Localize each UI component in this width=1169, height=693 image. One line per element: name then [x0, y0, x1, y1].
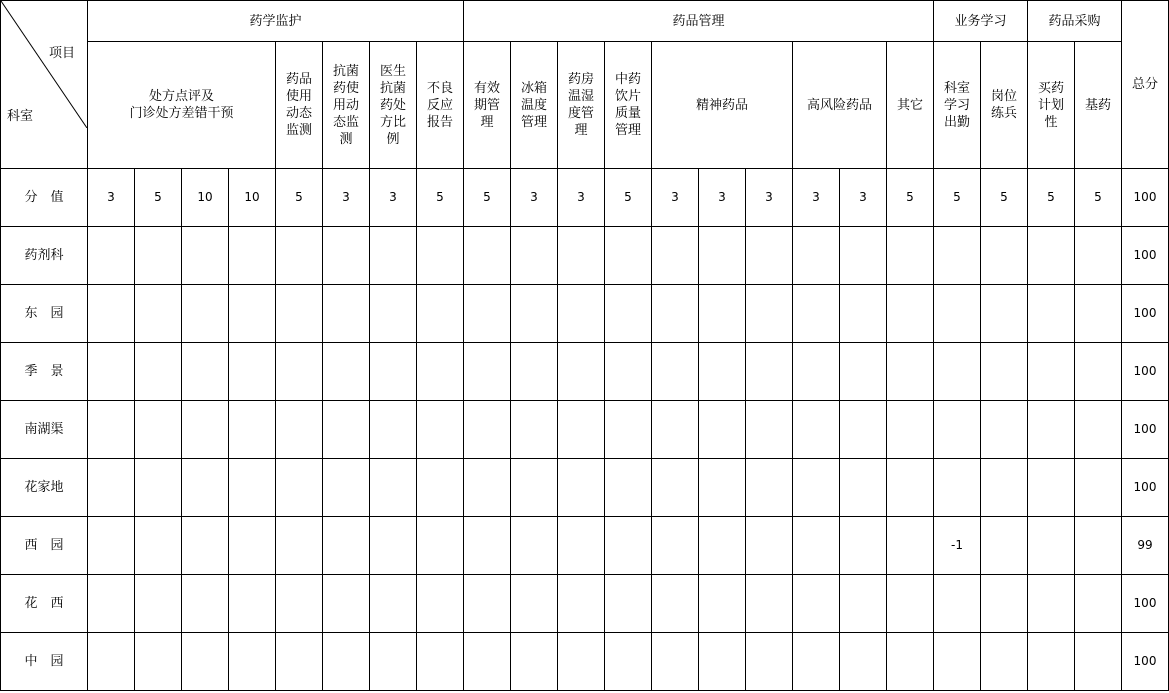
score-entry-cell: [1028, 227, 1075, 285]
score-total-cell: 100: [1122, 169, 1169, 227]
score-entry-cell: [276, 517, 323, 575]
score-entry-cell: [370, 285, 417, 343]
score-entry-cell: [840, 459, 887, 517]
score-entry-cell: [135, 401, 182, 459]
score-entry-cell: [840, 575, 887, 633]
subheader-antibiotic-monitoring: 抗菌 药使 用动 态监 测: [323, 42, 370, 169]
score-entry-cell: [887, 285, 934, 343]
score-entry-cell: [1075, 285, 1122, 343]
table-row: [1, 575, 1169, 633]
score-entry-cell: [652, 633, 699, 691]
score-entry-cell: [699, 459, 746, 517]
department-total-cell: 99: [1122, 517, 1169, 575]
score-entry-cell: [417, 517, 464, 575]
score-entry-cell: [887, 633, 934, 691]
score-entry-cell: [746, 575, 793, 633]
score-entry-cell: [464, 517, 511, 575]
score-entry-cell: [276, 401, 323, 459]
score-entry-cell: [840, 401, 887, 459]
score-entry-cell: [417, 227, 464, 285]
score-entry-cell: [1075, 575, 1122, 633]
score-entry-cell: [229, 633, 276, 691]
corner-label-department: 科室: [7, 109, 34, 124]
score-entry-cell: [229, 459, 276, 517]
score-entry-cell: [934, 575, 981, 633]
score-entry-cell: [1075, 633, 1122, 691]
group-header-monitoring: 药学监护: [88, 1, 464, 42]
score-entry-cell: [887, 343, 934, 401]
score-cell: 5: [934, 169, 981, 227]
score-cell: 3: [323, 169, 370, 227]
score-entry-cell: [182, 633, 229, 691]
department-total-cell: 100: [1122, 459, 1169, 517]
score-cell: 3: [793, 169, 840, 227]
subheader-prescription-review: 处方点评及 门诊处方差错干预: [88, 42, 276, 169]
group-header-procurement: 药品采购: [1028, 1, 1122, 42]
score-entry-cell: [652, 575, 699, 633]
score-entry-cell: [229, 285, 276, 343]
score-entry-cell: [793, 285, 840, 343]
score-entry-cell: [135, 575, 182, 633]
score-entry-cell: [887, 459, 934, 517]
score-cell: 5: [605, 169, 652, 227]
subheader-psychotropic-drugs: 精神药品: [652, 42, 793, 169]
subheader-adverse-reaction: 不良 反应 报告: [417, 42, 464, 169]
score-entry-cell: [229, 401, 276, 459]
table-row: [1, 227, 1169, 285]
score-entry-cell: [182, 401, 229, 459]
score-entry-cell: [88, 575, 135, 633]
score-entry-cell: [605, 401, 652, 459]
score-entry-cell: [605, 285, 652, 343]
score-entry-cell: [464, 401, 511, 459]
score-entry-cell: [652, 401, 699, 459]
score-entry-cell: [652, 459, 699, 517]
score-entry-cell: [511, 517, 558, 575]
score-entry-cell: [746, 285, 793, 343]
department-name-cell: 东 园: [1, 285, 88, 343]
score-entry-cell: [793, 343, 840, 401]
score-entry-cell: [934, 401, 981, 459]
subheader-tcm-pieces-quality: 中药 饮片 质量 管理: [605, 42, 652, 169]
score-entry-cell: [1075, 517, 1122, 575]
score-cell: 3: [558, 169, 605, 227]
score-entry-cell: [511, 343, 558, 401]
score-entry-cell: [1075, 459, 1122, 517]
table-row: [1, 343, 1169, 401]
score-cell: 5: [135, 169, 182, 227]
score-entry-cell: [182, 227, 229, 285]
score-entry-cell: [323, 459, 370, 517]
score-entry-cell: [323, 227, 370, 285]
score-entry-cell: [699, 575, 746, 633]
score-entry-cell: [323, 633, 370, 691]
score-cell: 5: [981, 169, 1028, 227]
score-entry-cell: [182, 285, 229, 343]
score-entry-cell: [558, 575, 605, 633]
score-entry-cell: [417, 459, 464, 517]
score-entry-cell: [88, 633, 135, 691]
score-entry-cell: [699, 227, 746, 285]
score-entry-cell: [699, 517, 746, 575]
department-name-cell: 中 园: [1, 633, 88, 691]
table-row: [1, 459, 1169, 517]
score-entry-cell: [746, 227, 793, 285]
score-entry-cell: [558, 517, 605, 575]
score-entry-cell: [370, 227, 417, 285]
score-entry-cell: [370, 343, 417, 401]
score-entry-cell: [793, 517, 840, 575]
table-body: [1, 169, 1169, 691]
score-cell: 3: [511, 169, 558, 227]
score-entry-cell: [887, 227, 934, 285]
score-entry-cell: [229, 575, 276, 633]
score-entry-cell: [793, 459, 840, 517]
score-entry-cell: [135, 227, 182, 285]
score-entry-cell: [981, 575, 1028, 633]
score-entry-cell: [1028, 285, 1075, 343]
score-entry-cell: [981, 401, 1028, 459]
score-cell: 5: [1075, 169, 1122, 227]
score-entry-cell: [417, 401, 464, 459]
department-total-cell: 100: [1122, 343, 1169, 401]
score-cell: 3: [746, 169, 793, 227]
department-total-cell: 100: [1122, 633, 1169, 691]
score-entry-cell: [464, 343, 511, 401]
score-entry-cell: [746, 459, 793, 517]
score-entry-cell: [934, 227, 981, 285]
score-entry-cell: [135, 633, 182, 691]
score-entry-cell: [793, 227, 840, 285]
score-entry-cell: [934, 285, 981, 343]
score-entry-cell: [1028, 343, 1075, 401]
score-entry-cell: [511, 459, 558, 517]
score-entry-cell: [88, 401, 135, 459]
score-entry-cell: [1075, 343, 1122, 401]
score-entry-cell: [182, 517, 229, 575]
table-header: [1, 1, 1169, 169]
score-entry-cell: [793, 633, 840, 691]
subheader-fridge-temperature: 冰箱 温度 管理: [511, 42, 558, 169]
subheader-purchase-plan: 买药 计划 性: [1028, 42, 1075, 169]
score-entry-cell: [652, 517, 699, 575]
score-cell: 3: [88, 169, 135, 227]
table-row: [1, 401, 1169, 459]
score-entry-cell: [934, 459, 981, 517]
score-entry-cell: [417, 633, 464, 691]
score-entry-cell: [511, 633, 558, 691]
score-entry-cell: [558, 343, 605, 401]
score-entry-cell: [605, 517, 652, 575]
group-header-management: 药品管理: [464, 1, 934, 42]
score-entry-cell: [276, 285, 323, 343]
subheader-dept-study-attendance: 科室 学习 出勤: [934, 42, 981, 169]
score-entry-cell: [840, 227, 887, 285]
score-entry-cell: [746, 517, 793, 575]
score-entry-cell: [793, 401, 840, 459]
department-total-cell: 100: [1122, 227, 1169, 285]
score-entry-cell: [558, 401, 605, 459]
score-entry-cell: [699, 343, 746, 401]
score-entry-cell: [746, 633, 793, 691]
score-entry-cell: [746, 401, 793, 459]
score-entry-cell: [323, 401, 370, 459]
total-header: 总分: [1122, 1, 1169, 169]
subheader-post-training: 岗位 练兵: [981, 42, 1028, 169]
score-entry-cell: [981, 517, 1028, 575]
score-entry-cell: [417, 343, 464, 401]
score-entry-cell: [88, 227, 135, 285]
score-entry-cell: [840, 285, 887, 343]
score-entry-cell: [323, 343, 370, 401]
score-entry-cell: [88, 517, 135, 575]
score-entry-cell: [370, 401, 417, 459]
score-entry-cell: [1028, 575, 1075, 633]
score-entry-cell: -1: [934, 517, 981, 575]
score-entry-cell: [276, 633, 323, 691]
score-entry-cell: [464, 459, 511, 517]
score-entry-cell: [1075, 227, 1122, 285]
score-entry-cell: [182, 459, 229, 517]
score-entry-cell: [652, 285, 699, 343]
score-entry-cell: [699, 401, 746, 459]
score-cell: 5: [1028, 169, 1075, 227]
score-entry-cell: [558, 227, 605, 285]
department-name-cell: 季 景: [1, 343, 88, 401]
subheader-pharmacy-humidity: 药房 温湿 度管 理: [558, 42, 605, 169]
score-entry-cell: [605, 227, 652, 285]
corner-label-item: 项目: [48, 46, 75, 61]
score-cell: 10: [229, 169, 276, 227]
score-row: [1, 169, 1169, 227]
score-entry-cell: [1028, 633, 1075, 691]
score-entry-cell: [840, 517, 887, 575]
score-entry-cell: [558, 633, 605, 691]
score-entry-cell: [464, 285, 511, 343]
score-entry-cell: [276, 575, 323, 633]
score-entry-cell: [464, 633, 511, 691]
score-entry-cell: [135, 285, 182, 343]
department-name-cell: 花 西: [1, 575, 88, 633]
department-name-cell: 花家地: [1, 459, 88, 517]
score-entry-cell: [88, 343, 135, 401]
score-entry-cell: [182, 575, 229, 633]
score-cell: 3: [699, 169, 746, 227]
score-entry-cell: [229, 227, 276, 285]
subheader-expiry-management: 有效 期管 理: [464, 42, 511, 169]
score-entry-cell: [464, 227, 511, 285]
score-entry-cell: [605, 459, 652, 517]
score-cell: 5: [887, 169, 934, 227]
department-name-cell: 药剂科: [1, 227, 88, 285]
subheader-essential-drugs: 基药: [1075, 42, 1122, 169]
score-entry-cell: [276, 459, 323, 517]
score-cell: 5: [417, 169, 464, 227]
score-entry-cell: [887, 401, 934, 459]
score-entry-cell: [981, 343, 1028, 401]
department-name-cell: 西 园: [1, 517, 88, 575]
score-entry-cell: [699, 285, 746, 343]
score-entry-cell: [135, 459, 182, 517]
score-cell: 3: [370, 169, 417, 227]
score-entry-cell: [135, 517, 182, 575]
score-entry-cell: [887, 517, 934, 575]
score-entry-cell: [934, 343, 981, 401]
score-entry-cell: [746, 343, 793, 401]
score-entry-cell: [323, 517, 370, 575]
score-entry-cell: [840, 343, 887, 401]
score-entry-cell: [182, 343, 229, 401]
score-entry-cell: [605, 633, 652, 691]
score-entry-cell: [652, 343, 699, 401]
score-entry-cell: [1028, 517, 1075, 575]
score-cell: 3: [652, 169, 699, 227]
score-entry-cell: [417, 285, 464, 343]
score-entry-cell: [793, 575, 840, 633]
subheader-other: 其它: [887, 42, 934, 169]
score-entry-cell: [981, 459, 1028, 517]
table-row: [1, 633, 1169, 691]
table-row: [1, 517, 1169, 575]
department-total-cell: 100: [1122, 401, 1169, 459]
score-cell: 5: [464, 169, 511, 227]
score-entry-cell: [981, 633, 1028, 691]
score-entry-cell: [652, 227, 699, 285]
score-entry-cell: [229, 517, 276, 575]
score-entry-cell: [558, 459, 605, 517]
department-total-cell: 100: [1122, 285, 1169, 343]
score-entry-cell: [370, 575, 417, 633]
score-entry-cell: [323, 285, 370, 343]
score-row-label: 分 值: [1, 169, 88, 227]
score-entry-cell: [1028, 401, 1075, 459]
score-cell: 5: [276, 169, 323, 227]
score-entry-cell: [370, 517, 417, 575]
score-entry-cell: [605, 343, 652, 401]
subheader-doctor-antibiotic-ratio: 医生 抗菌 药处 方比 例: [370, 42, 417, 169]
score-entry-cell: [511, 285, 558, 343]
score-entry-cell: [323, 575, 370, 633]
score-entry-cell: [417, 575, 464, 633]
score-entry-cell: [276, 227, 323, 285]
score-entry-cell: [464, 575, 511, 633]
subheader-high-risk-drugs: 高风险药品: [793, 42, 887, 169]
table-row: [1, 285, 1169, 343]
score-entry-cell: [276, 343, 323, 401]
score-entry-cell: [981, 227, 1028, 285]
department-total-cell: 100: [1122, 575, 1169, 633]
score-entry-cell: [511, 401, 558, 459]
score-entry-cell: [135, 343, 182, 401]
score-entry-cell: [1028, 459, 1075, 517]
score-entry-cell: [699, 633, 746, 691]
score-entry-cell: [88, 459, 135, 517]
score-entry-cell: [511, 227, 558, 285]
score-entry-cell: [370, 459, 417, 517]
score-entry-cell: [981, 285, 1028, 343]
corner-header-cell: [1, 1, 88, 169]
score-entry-cell: [887, 575, 934, 633]
department-name-cell: 南湖渠: [1, 401, 88, 459]
group-header-learning: 业务学习: [934, 1, 1028, 42]
score-cell: 3: [840, 169, 887, 227]
score-entry-cell: [370, 633, 417, 691]
score-entry-cell: [934, 633, 981, 691]
score-entry-cell: [88, 285, 135, 343]
score-entry-cell: [840, 633, 887, 691]
score-entry-cell: [605, 575, 652, 633]
score-entry-cell: [1075, 401, 1122, 459]
score-entry-cell: [558, 285, 605, 343]
score-entry-cell: [511, 575, 558, 633]
score-entry-cell: [229, 343, 276, 401]
subheader-drug-use-monitoring: 药品 使用 动态 监测: [276, 42, 323, 169]
score-cell: 10: [182, 169, 229, 227]
